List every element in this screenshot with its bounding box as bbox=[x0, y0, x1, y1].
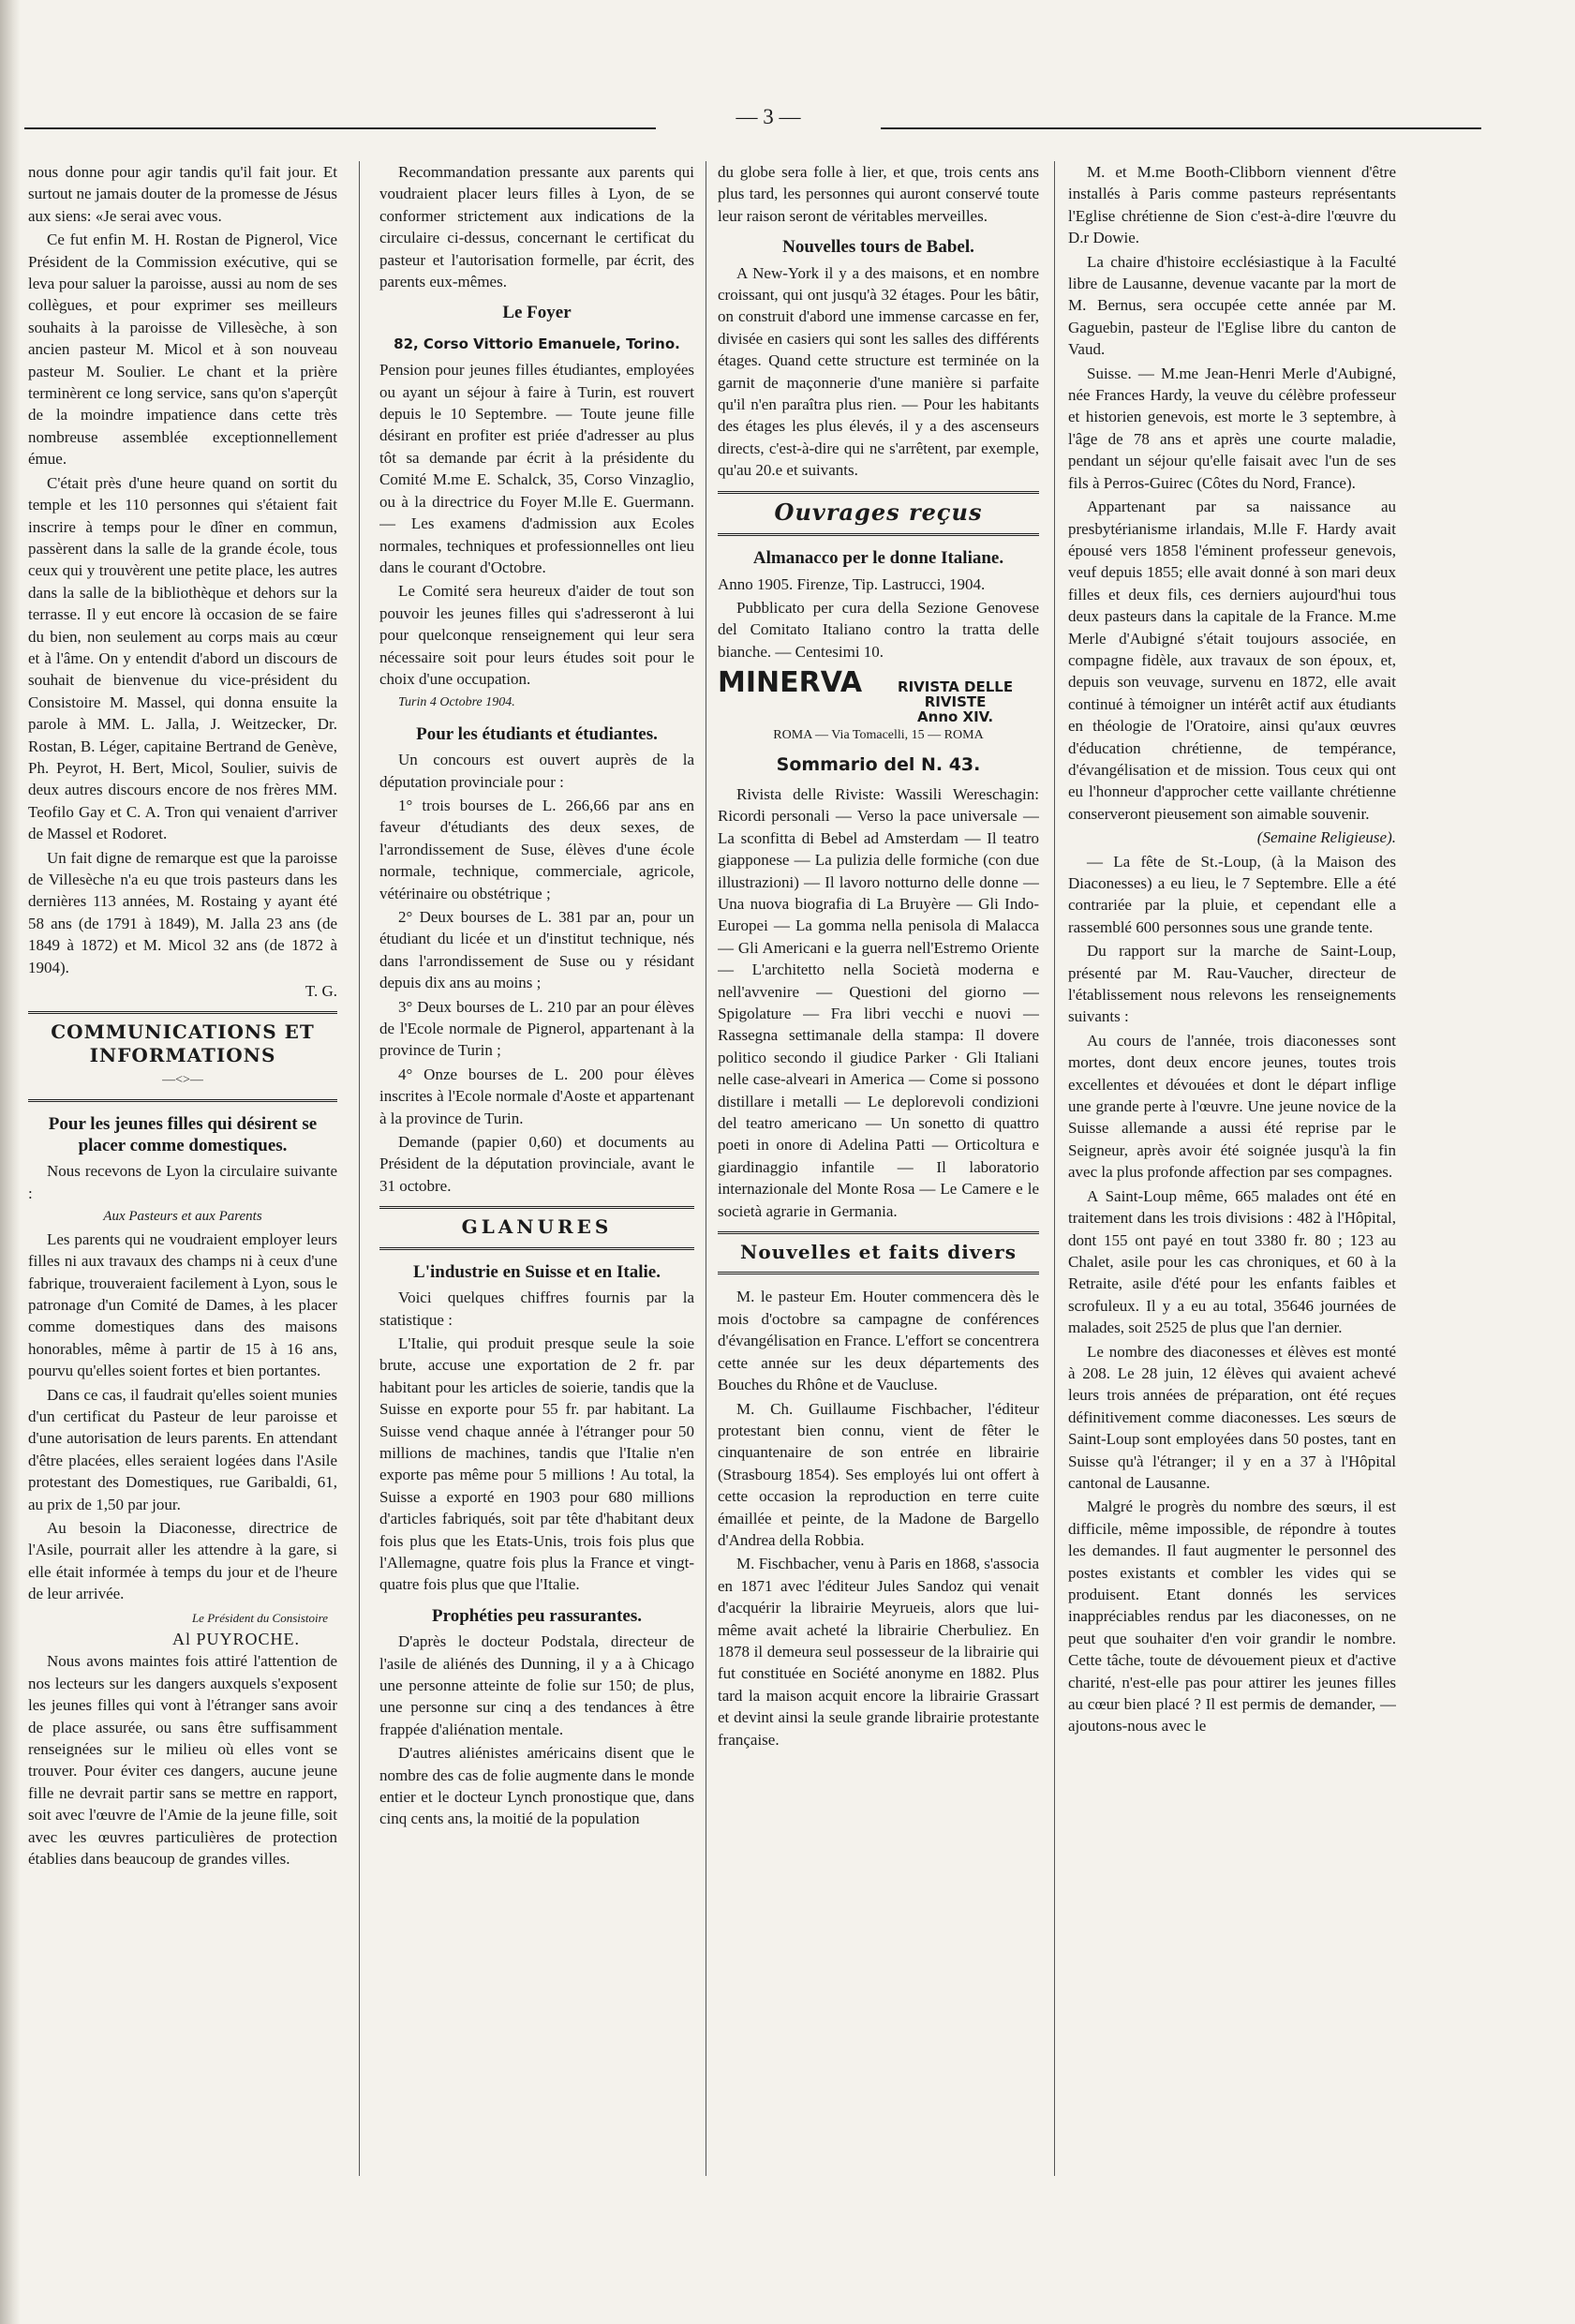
paragraph: Appartenant par sa naissance au presbytérianisme irlandais, M.lle F. Hardy avait épousé vers 1858 l'éminent professeur genevois, veuf depuis 1855; elle avait donné à son mari deux filles et deux fils, ces derniers aujourd'hui tous deux pasteurs dans la capitale de la France. M.me Merle d'Aubigné s'était toujours associée, en compagne fidèle, aux travaux de son époux, et, depuis son veuvage, survenu en 1872, elle avait continué à témoigner un intérêt actif aux étudiants en théologie de l'Oratoire, ainsi qu'aux œuvres d'éducation chrétienne, de tempérance, d'évangélisation et de mission. Tous ceux qui ont eu l'honneur d'approcher cette vaillante chrétienne conserveront pieusement son aimable souvenir. bbox=[1068, 498, 1396, 823]
paragraph: D'autres aliénistes américains disent que le nombre des cas de folie augmente dans le monde entier et le docteur Lynch pronostique que, dans cinq cents ans, la moitié de la population bbox=[379, 1744, 694, 1828]
sommario-heading: Sommario del N. 43. bbox=[776, 753, 981, 775]
paragraph: Nous avons maintes fois attiré l'attention de nos lecteurs sur les dangers auxquels s'exposent les jeunes filles qui vont à l'étranger sans avoir de place assurée, ou sans être suffisamment renseignées sur le milieu où elles vont se trouver. Pour éviter ces dangers, aucune jeune fille ne devrait partir sans se mettre en rapport, soit avec l'œuvre de l'Amie de la jeune fille, soit avec les œuvres particulières de protection établies dans beaucoup de grandes villes. bbox=[28, 1652, 337, 1869]
paragraph: Dans ce cas, il faudrait qu'elles soient munies d'un certificat du Pasteur de leur paroisse et d'une autorisation de leurs parents. En attendant d'être placées, elles seraient logées dans l'Asile protestant des Domestiques, rue Garibaldi, 61, au prix de 1,50 par jour. bbox=[28, 1385, 337, 1513]
column-4 bbox=[1068, 161, 1396, 2251]
article-heading: Almanacco per le donne Italiane. bbox=[752, 548, 1004, 569]
paragraph: 4° Onze bourses de L. 200 pour élèves inscrites à l'Ecole normale d'Aoste et appartenant à la province de Turin. bbox=[379, 1065, 694, 1127]
paragraph: Du rapport sur la marche de Saint-Loup, présenté par M. Rau-Vaucher, directeur de l'établissement nous relevons les renseignements suivants : bbox=[1068, 942, 1396, 1026]
column-2 bbox=[379, 161, 694, 2251]
paragraph: M. Fischbacher, venu à Paris en 1868, s'associa en 1871 avec l'éditeur Jules Sandoz qui venait d'acquérir la librairie Meyrueis, alors que lui-même avait acheté la librairie Cherbuliez. En 1878 il demeura seul possesseur de la librairie qui fut constituée en Société anonyme en 1882. Plus tard la maison acquit encore la librairie Grassart et devint ainsi la seule grande librairie protestante française. bbox=[718, 1555, 1039, 1749]
paragraph: 3° Deux bourses de L. 210 par an pour élèves de l'Ecole normale de Pignerol, appartenant à la province de Turin ; bbox=[379, 997, 694, 1060]
paragraph: Le Comité sera heureux d'aider de tout son pouvoir les jeunes filles qui s'adresseront à lui pour quelconque renseignement qui leur sera nécessaire soit pour leurs études soit pour le choix d'une occupation. bbox=[379, 582, 694, 688]
column-3 bbox=[718, 161, 1039, 2251]
paragraph: Le nombre des diaconesses et élèves est monté à 208. Le 28 juin, 12 élèves qui avaient achevé leurs trois années de préparation, ont été reçues définitivement comme diaconesses. Les sœurs de Saint-Loup sont employées dans 50 postes, tant en Suisse qu'à l'étranger; il y en a 37 à l'Hôpital cantonal de Lausanne. bbox=[1068, 1342, 1396, 1492]
signature-name: Al PUYROCHE. bbox=[171, 1630, 300, 1648]
section-title: COMMUNICATIONS ET INFORMATIONS bbox=[51, 1020, 315, 1066]
column-1 bbox=[28, 161, 337, 2251]
article-heading: Nouvelles tours de Babel. bbox=[782, 237, 974, 258]
paragraph: 1° trois bourses de L. 266,66 par ans en faveur d'étudiants des deux sexes, de l'arrondissement de Suse, élèves d'une école normale, technique, commerciale, agricole, vétérinaire ou obstétrique ; bbox=[379, 796, 694, 902]
paragraph: M. et M.me Booth-Clibborn viennent d'être installés à Paris comme pasteurs représentants l'Eglise chrétienne de Sion c'est-à-dire l'œuvre du D.r Dowie. bbox=[1068, 163, 1396, 247]
article-heading: L'industrie en Suisse et en Italie. bbox=[413, 1261, 661, 1282]
article-heading: Prophéties peu rassurantes. bbox=[432, 1605, 642, 1626]
paragraph: Pubblicato per cura della Sezione Genovese del Comitato Italiano contro la tratta delle bianche. — Centesimi 10. bbox=[718, 598, 1039, 661]
scan-edge bbox=[0, 0, 21, 2324]
paragraph: D'après le docteur Podstala, directeur de l'asile de aliénés des Dunning, il y a à Chicago une personne atteinte de folie sur 150; de plus, une personne sur cinq a des tendances à être frappée d'aliénation mentale. bbox=[379, 1632, 694, 1738]
section-title: Nouvelles et faits divers bbox=[740, 1241, 1017, 1264]
paragraph: — La fête de St.-Loup, (à la Maison des Diaconesses) a eu lieu, le 7 Septembre. Elle a été contrariée par la pluie, et cependant elle a rassemblé 600 personnes sous une grande tente. bbox=[1068, 852, 1396, 936]
paragraph: Au besoin la Diaconesse, directrice de l'Asile, pourrait aller les attendre à la gare, si elle était informée à temps du jour et de l'heure de leur arrivée. bbox=[28, 1518, 337, 1603]
section-header bbox=[718, 1231, 1039, 1274]
paragraph: La chaire d'histoire ecclésiastique à la Faculté libre de Lausanne, devenue vacante par la mort de M. Bernus, sera occupée cette année par M. Gaguebin, pasteur de l'Eglise libre du canton de Vaud. bbox=[1068, 252, 1396, 359]
subheading: Aux Pasteurs et aux Parents bbox=[103, 1209, 262, 1225]
paragraph: A Saint-Loup même, 665 malades ont été en traitement dans les trois divisions : 482 à l'Hôpital, dont 155 ont payé en tout 3380 fr. 80 ; 123 au Chalet, asile pour les cas chroniques, et 60 à la Retraite, asile d'été pour les enfants faibles et scrofuleux. Il y a eu au total, 35646 journées de malades, soit 2525 de plus que l'an dernier. bbox=[1068, 1186, 1396, 1337]
paragraph: Au cours de l'année, trois diaconesses sont mortes, dont deux encore jeunes, toutes trois excellentes et dévouées et dont le départ inflige une grande perte à l'œuvre. Une jeune novice de la Suisse allemande a aussi été reprise par le Seigneur, après avoir été soignée jusqu'à la fin avec la plus profonde affection par ses compagnes. bbox=[1068, 1031, 1396, 1182]
paragraph: Recommandation pressante aux parents qui voudraient placer leurs filles à Lyon, de se conformer strictement aux indications de la circulaire ci-dessus, concernant le certificat du pasteur et l'autorisation formelle, par écrit, des parents eux-mêmes. bbox=[379, 163, 694, 291]
page-number: — 3 — bbox=[656, 105, 881, 129]
paragraph: Les parents qui ne voudraient employer leurs filles ni aux travaux des champs ni à ceux d'une fabrique, trouveraient facilement à Lyon, sous le patronage d'un Comité de Dames, à les placer comme domestiques dans des maisons honorables, même à partir de 15 à 16 ans, pourvu qu'elles soient fortes et bien portantes. bbox=[28, 1229, 337, 1380]
paragraph: Malgré le progrès du nombre des sœurs, il est difficile, même impossible, de répondre à toutes les demandes. Il faut augmenter le personnel des postes existants et combler les vides qui se produisent. Etant donnés les services inappréciables rendus par les diaconesses, on ne peut que souhaiter d'en voir grandir le nombre. Cette tâche, toute de dévouement pieux et d'active charité, n'est-elle pas pour attirer les jeunes filles au cœur bien placé ? Il est permis de demander, — ajoutons-nous avec le bbox=[1068, 1497, 1396, 1736]
minerva-title: MINERVA bbox=[718, 666, 863, 700]
paragraph: Nous recevons de Lyon la circulaire suivante : bbox=[28, 1162, 337, 1202]
paragraph: Suisse. — M.me Jean-Henri Merle d'Aubigné, née Frances Hardy, la veuve du célèbre professeur et historien genevois, est morte le 3 septembre, à l'âge de 78 ans et après une courte maladie, pendant un séjour qu'elle faisait avec l'un de ses fils à Perros-Guirec (Côtes du Nord, France). bbox=[1068, 364, 1396, 492]
source-citation: (Semaine Religieuse). bbox=[1256, 828, 1396, 847]
signature-title: Le Président du Consistoire bbox=[191, 1610, 328, 1625]
paragraph: Demande (papier 0,60) et documents au Président de la députation provinciale, avant le 31 octobre. bbox=[379, 1133, 694, 1195]
article-heading: Pour les étudiants et étudiantes. bbox=[416, 723, 658, 744]
signature-initials: T. G. bbox=[305, 982, 337, 1001]
paragraph: M. Ch. Guillaume Fischbacher, l'éditeur protestant bien connu, vient de fêter le cinquantenaire de son entrée en librairie (Strasbourg 1854). Ses employés lui ont offert à cette occasion la reproduction en terre cuite émaillée et peinte, de la Madone de Bargello d'Andrea della Robbia. bbox=[718, 1399, 1039, 1549]
paragraph: Un concours est ouvert auprès de la députation provinciale pour : bbox=[379, 751, 694, 791]
paragraph: du globe sera folle à lier, et que, trois cents ans plus tard, les personnes qui auront conservé toute leur raison seront de véritables merveilles. bbox=[718, 163, 1039, 225]
minerva-subtitle-line: RIVISTA DELLE RIVISTE bbox=[898, 678, 1014, 711]
paragraph: C'était près d'une heure quand on sortit du temple et les 110 personnes qui s'étaient fait inscrire à temps pour le dîner en commun, passèrent dans la salle de la grande école, tous ceux qui y trouvèrent une petite place, les autres dans la salle de la bibliothèque et dehors sur la terrasse. Il y eut encore là occasion de se faire du bien, non seulement au corps mais au cœur et à l'âme. On y entendit d'abord un discours de souhait de bienvenue du vice-président du Consistoire M. Massel, qui donna ensuite la parole à MM. L. Jalla, J. Weitzecker, Dr. Rostan, B. Léger, capitaine Bertrand de Genève, Ph. Peyrot, H. Bert, Micol, Soulier, suivis de deux autres discours encore de nos frères MM. Teofilo Gay et C. A. Tron qui venaient d'arriver de Massel et Rodoret. bbox=[28, 473, 337, 843]
minerva-address: ROMA — Via Tomacelli, 15 — ROMA bbox=[773, 728, 984, 743]
paragraph: 2° Deux bourses de L. 381 par an, pour un étudiant du licée et un d'institut technique, nés dans l'arrondissement de Suse ou y résidant depuis dix ans au moins ; bbox=[379, 908, 694, 992]
paragraph: M. le pasteur Em. Houter commencera dès le mois d'octobre sa campagne de conférences d'évangélisation en France. L'effort se concentrera cette année sur les deux départements des Bouches du Rhône et de Vaucluse. bbox=[718, 1288, 1039, 1394]
article-heading: Le Foyer bbox=[502, 303, 572, 323]
column-divider bbox=[1054, 161, 1055, 2176]
paragraph: Un fait digne de remarque est que la paroisse de Villesèche n'a eu que trois pasteurs dans les dernières 113 années, M. Rostaing y ayant été 58 ans (de 1791 à 1849), M. Jalla 23 ans (de 1849 à 1872) et M. Micol 32 ans (de 1872 à 1904). bbox=[28, 848, 337, 976]
minerva-year: Anno XIV. bbox=[917, 708, 994, 726]
paragraph: Voici quelques chiffres fournis par la statistique : bbox=[379, 1289, 694, 1329]
paragraph: Pension pour jeunes filles étudiantes, employées ou ayant un séjour à faire à Turin, est rouvert depuis le 10 Septembre. — Toute jeune fille désirant en profiter est priée d'adresser au plus tôt sa demande par écrit à la présidente du Comité M.me E. Schalck, 35, Corso Vinzaglio, ou à la directrice du Foyer M.lle E. Guermann. — Les examens d'admission aux Ecoles normales, techniques et professionnelles ont lieu dans le courant d'Octobre. bbox=[379, 361, 694, 576]
section-header bbox=[28, 1011, 337, 1101]
column-divider bbox=[359, 161, 360, 2176]
paragraph: nous donne pour agir tandis qu'il fait jour. Et surtout ne jamais douter de la promesse de Jésus aux siens: «Je serai avec vous. bbox=[28, 163, 337, 225]
paragraph: A New-York il y a des maisons, et en nombre croissant, qui ont jusqu'à 32 étages. Pour les bâtir, on construit d'abord une immense carcasse en fer, divisée en casiers qui sont les salles des différents étages. Quand cette structure est terminée on la garnit de maçonnerie d'une manière si parfaite qu'il n'en paraîtra plus rien. — Pour les habitants des étages les plus élevés, il y a des ascenseurs directs, c'est-à-dire qui ne s'arrêtent, par exemple, qu'au 20.e et suivants. bbox=[718, 263, 1039, 480]
section-title: GLANURES bbox=[461, 1215, 613, 1239]
paragraph: Rivista delle Riviste: Wassili Wereschagin: Ricordi personali — Verso la pace universale — La sconfitta di Bebel ad Amsterdam — Il teatro giapponese — La pulizia delle formiche (con due illustrazioni) — Il lavoro notturno delle donne — Una nuova biografia di La Bruyère — Gli Indo-Europei — La gomma nella penisola di Malacca — Gli Americani e la guerra nell'Estremo Oriente — L'architetto nella Società moderna e nell'avvenire — Questioni del giorno — Spigolature — Fra libri vecchi e nuovi — Rassegna settimanale della stampa: Il dovere politico secondo il giudice Parker · Gli Italiani nelle case-alveari in America — Come si possono distillare i metalli — Le deplorevoli condizioni del teatro americano — Un sonetto di quattro poeti in onore di Adelina Patti — Orticoltura e giardinaggio infantile — Il laboratorio internazionale del Monte Rosa — Le Camere e le società agrarie in Germania. bbox=[718, 784, 1039, 1220]
minerva-subtitle bbox=[871, 679, 1039, 724]
paragraph: Anno 1905. Firenze, Tip. Lastrucci, 1904. bbox=[718, 574, 986, 593]
article-heading: Pour les jeunes filles qui désirent se placer comme domestiques. bbox=[48, 1113, 318, 1156]
section-header bbox=[379, 1206, 694, 1249]
paragraph: Ce fut enfin M. H. Rostan de Pignerol, Vice Président de la Commission exécutive, qui se leva pour saluer la paroisse, aussi au nom de ses collègues, et pour exprimer ses meilleurs souhaits à la paroisse de Villesèche, à son ancien pasteur M. Micol et à son nouveau pasteur M. Soulier. Le chant et la prière terminèrent ce long service, sans qu'on s'aperçût de la moindre impatience dans cette très nombreuse assemblée exceptionnellement émue. bbox=[28, 231, 337, 469]
article-subheading: 82, Corso Vittorio Emanuele, Torino. bbox=[394, 335, 680, 352]
dateline: Turin 4 Octobre 1904. bbox=[398, 695, 515, 710]
section-header bbox=[718, 491, 1039, 536]
paragraph: L'Italie, qui produit presque seule la soie brute, accuse une exportation de 2 fr. par habitant pour les articles de soierie, tandis que la Suisse en exporte pour 55 fr. par habitant. La Suisse vend chaque année à l'étranger pour 50 millions de machines, tandis que l'Italie n'en exporte pas même pour 5 millions ! Au total, la Suisse a exporté en 1903 pour 680 millions d'articles fabriqués, soit par tête d'habitant deux fois plus que les Etats-Unis, trois fois plus que l'Allemagne, quatre fois plus la France et vingt-quatre fois plus que que l'Italie. bbox=[379, 1333, 694, 1594]
minerva-masthead bbox=[718, 666, 1039, 726]
section-title: Ouvrages reçus bbox=[774, 498, 983, 526]
ornament: —<>— bbox=[162, 1073, 203, 1088]
